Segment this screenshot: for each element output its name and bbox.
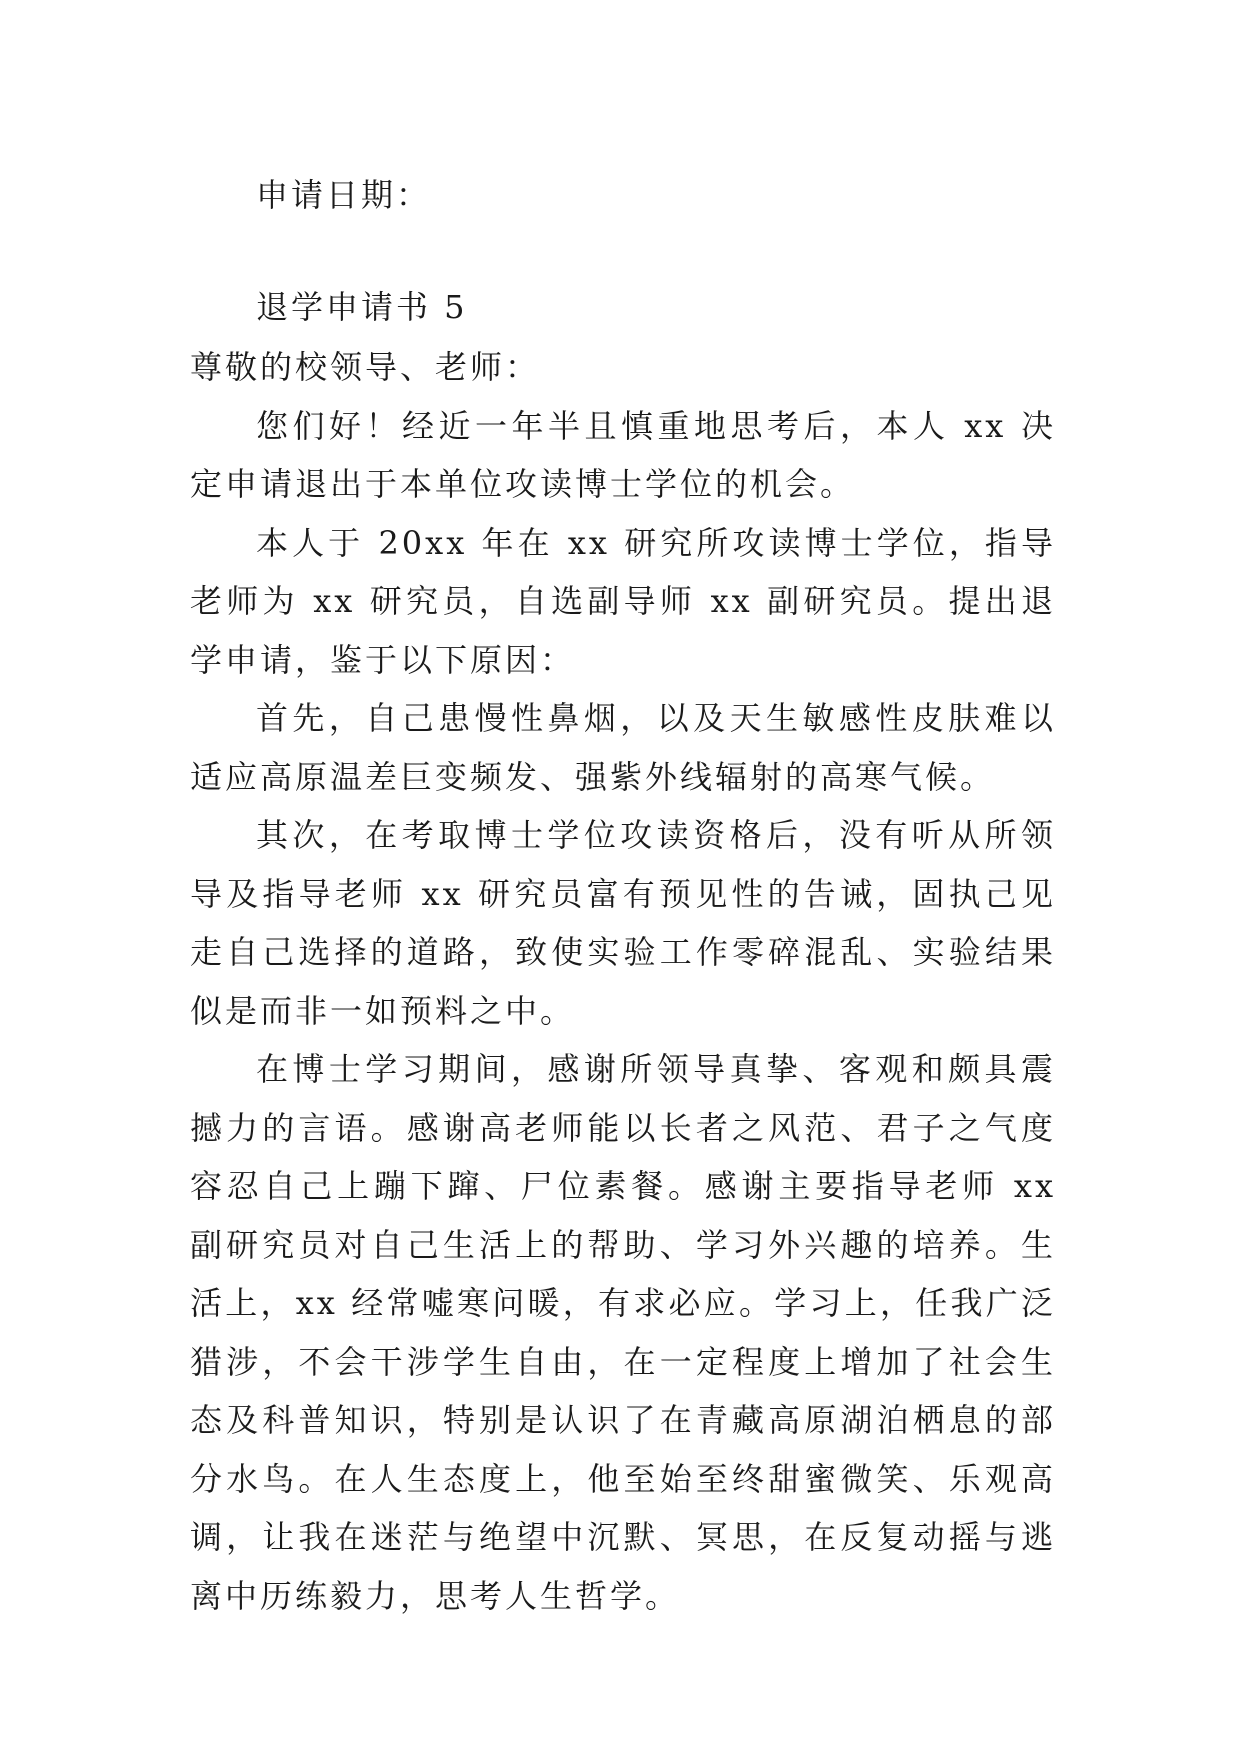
document-body [190, 338, 1056, 1625]
paragraph-background: 本人于 20xx 年在 xx 研究所攻读博士学位，指导老师为 xx 研究员，自选副导师 xx 副研究员。提出退学申请，鉴于以下原因： [190, 523, 1056, 679]
paragraph-reason-first: 首先，自己患慢性鼻烟，以及天生敏感性皮肤难以适应高原温差巨变频发、强紫外线辐射的高寒气候。 [190, 699, 1056, 796]
paragraph-gratitude: 在博士学习期间，感谢所领导真挚、客观和颇具震撼力的言语。感谢高老师能以长者之风范、君子之气度容忍自己上蹦下蹿、尸位素餐。感谢主要指导老师 xx 副研究员对自己生活上的帮助、学习外兴趣的培养。生活上，xx 经常嘘寒问暖，有求必应。学习上，任我广泛猎涉，不会干涉学生自由，在一定程度上增加了社会生态及科普知识，特别是认识了在青藏高原湖泊栖息的部分水鸟。在人生态度上，他至始至终甜蜜微笑、乐观高调，让我在迷茫与绝望中沉默、冥思，在反复动摇与逃离中历练毅力，思考人生哲学。 [190, 1050, 1056, 1615]
paragraph-reason-second: 其次，在考取博士学位攻读资格后，没有听从所领导及指导老师 xx 研究员富有预见性的告诫，固执己见走自己选择的道路，致使实验工作零碎混乱、实验结果似是而非一如预料之中。 [190, 816, 1056, 1030]
salutation: 尊敬的校领导、老师： [190, 348, 541, 386]
application-date-label: 申请日期： [256, 176, 432, 214]
paragraph-greeting: 您们好！经近一年半且慎重地思考后，本人 xx 决定申请退出于本单位攻读博士学位的机会。 [190, 406, 1056, 503]
document-title: 退学申请书 5 [256, 288, 468, 326]
